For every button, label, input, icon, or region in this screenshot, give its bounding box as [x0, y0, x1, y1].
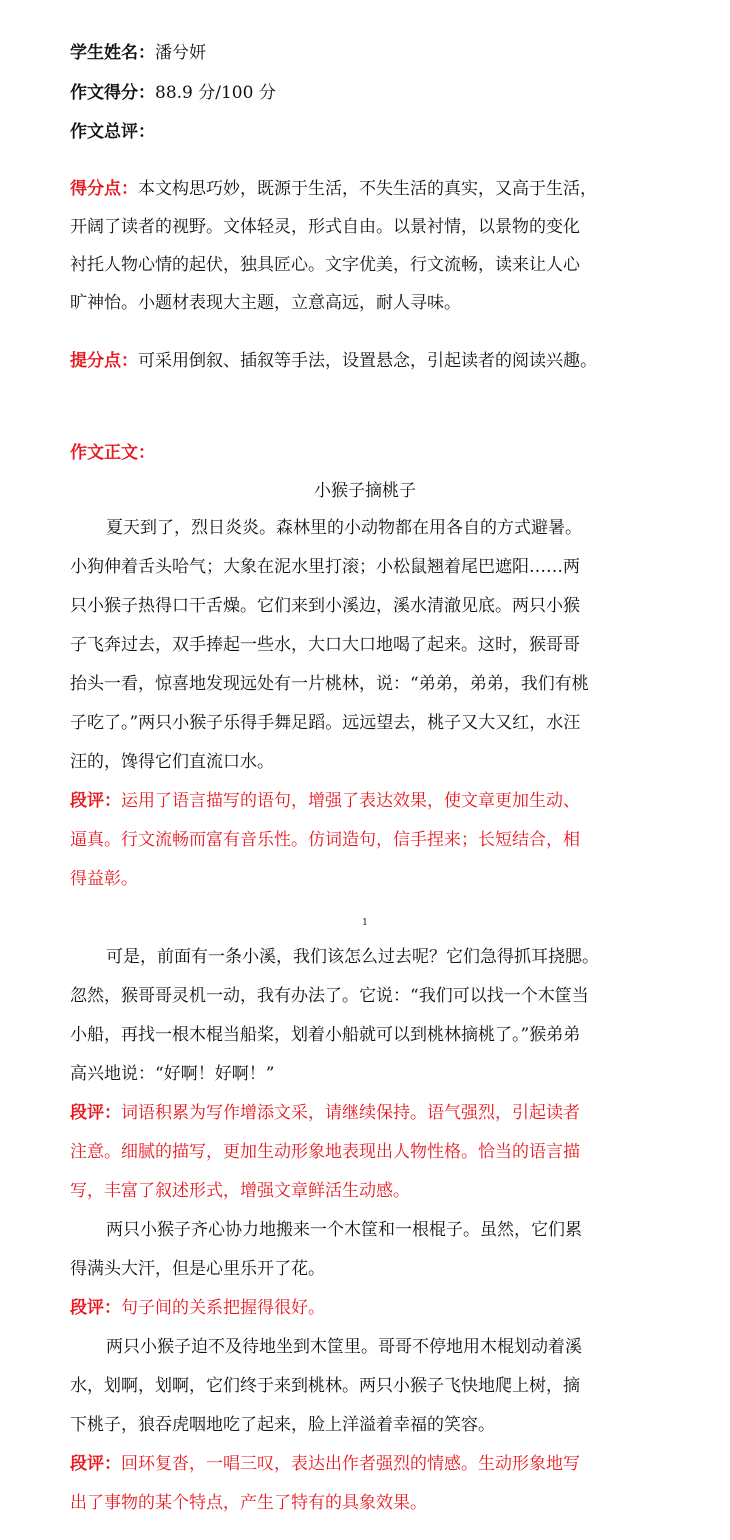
essay-title: 小猴子摘桃子 — [314, 481, 416, 501]
strengths-line-3: 衬托人物心情的起伏，独具匠心。文字优美，行文流畅，读来让人心 — [70, 255, 580, 275]
comment-2-line-3: 写，丰富了叙述形式，增强文章鲜活生动感。 — [70, 1181, 410, 1201]
improve-text: 可采用倒叙、插叙等手法，设置悬念，引起读者的阅读兴趣。 — [138, 351, 597, 371]
score-line — [70, 82, 670, 104]
comment-3-text: 句子间的关系把握得很好。 — [121, 1298, 325, 1318]
comment-1-text-1: 运用了语言描写的语句，增强了表达效果，使文章更加生动、 — [121, 791, 580, 811]
comment-4-line-1 — [70, 1453, 670, 1475]
p2-line-2: 忽然，猴哥哥灵机一动，我有办法了。它说：“我们可以找一个木筐当 — [70, 986, 589, 1006]
strengths-line-4: 旷神怡。小题材表现大主题，立意高远，耐人寻味。 — [70, 293, 461, 313]
comment-4-line-2: 出了事物的某个特点，产生了特有的具象效果。 — [70, 1493, 427, 1513]
comment-1-label: 段评： — [70, 791, 121, 811]
p2-line-3: 小船，再找一根木棍当船桨，划着小船就可以到桃林摘桃了。”猴弟弟 — [70, 1025, 581, 1045]
p1-line-2: 小狗伸着舌头哈气；大象在泥水里打滚；小松鼠翘着尾巴遮阳……两 — [70, 557, 580, 577]
p2-line-1: 可是，前面有一条小溪，我们该怎么过去呢？它们急得抓耳挠腮。 — [106, 947, 599, 967]
p1-line-7: 汪的，馋得它们直流口水。 — [70, 752, 274, 772]
comment-2-line-1 — [70, 1102, 670, 1124]
student-name-line — [70, 42, 670, 64]
improve-line — [70, 350, 670, 372]
p4-line-3: 下桃子，狼吞虎咽地吃了起来，脸上洋溢着幸福的笑容。 — [70, 1415, 495, 1435]
student-name-value: 潘兮妍 — [155, 43, 206, 63]
p1-line-5: 抬头一看，惊喜地发现远处有一片桃林，说：“弟弟，弟弟，我们有桃 — [70, 674, 589, 694]
comment-3-line — [70, 1297, 670, 1319]
student-name-label: 学生姓名： — [70, 43, 155, 63]
p1-line-1: 夏天到了，烈日炎炎。森林里的小动物都在用各自的方式避暑。 — [106, 518, 582, 538]
p3-line-1: 两只小猴子齐心协力地搬来一个木筐和一根棍子。虽然，它们累 — [106, 1220, 582, 1240]
comment-1-line-3: 得益彰。 — [70, 869, 138, 889]
improve-label: 提分点： — [70, 351, 138, 371]
comment-4-label: 段评： — [70, 1454, 121, 1474]
p4-line-1: 两只小猴子迫不及待地坐到木筐里。哥哥不停地用木棍划动着溪 — [106, 1337, 582, 1357]
strengths-line-2: 开阔了读者的视野。文体轻灵，形式自由。以景衬情，以景物的变化 — [70, 217, 580, 237]
p2-line-4: 高兴地说：“好啊！好啊！” — [70, 1064, 275, 1084]
page-number: 1 — [362, 918, 368, 928]
comment-4-text-1: 回环复沓，一唱三叹，表达出作者强烈的情感。生动形象地写 — [121, 1454, 580, 1474]
p1-line-3: 只小猴子热得口干舌燥。它们来到小溪边，溪水清澈见底。两只小猴 — [70, 596, 580, 616]
strengths-line-1 — [70, 178, 670, 200]
p1-line-4: 子飞奔过去，双手捧起一些水，大口大口地喝了起来。这时，猴哥哥 — [70, 635, 580, 655]
comment-2-label: 段评： — [70, 1103, 121, 1123]
comment-1-line-2: 逼真。行文流畅而富有音乐性。仿词造句，信手捏来；长短结合，相 — [70, 830, 580, 850]
strengths-label: 得分点： — [70, 179, 138, 199]
essay-section-heading: 作文正文： — [70, 443, 155, 463]
comment-2-text-1: 词语积累为写作增添文采，请继续保持。语气强烈，引起读者 — [121, 1103, 580, 1123]
comment-2-line-2: 注意。细腻的描写，更加生动形象地表现出人物性格。恰当的语言描 — [70, 1142, 580, 1162]
p1-line-6: 子吃了。”两只小猴子乐得手舞足蹈。远远望去，桃子又大又红，水汪 — [70, 713, 581, 733]
p3-line-2: 得满头大汗，但是心里乐开了花。 — [70, 1259, 325, 1279]
score-label: 作文得分： — [70, 83, 155, 103]
score-value: 88.9 分/100 分 — [155, 83, 276, 103]
strengths-text-1: 本文构思巧妙，既源于生活，不失生活的真实，又高于生活， — [138, 179, 597, 199]
summary-heading: 作文总评： — [70, 122, 155, 142]
comment-3-label: 段评： — [70, 1298, 121, 1318]
p4-line-2: 水，划啊，划啊，它们终于来到桃林。两只小猴子飞快地爬上树，摘 — [70, 1376, 580, 1396]
comment-1-line-1 — [70, 790, 670, 812]
